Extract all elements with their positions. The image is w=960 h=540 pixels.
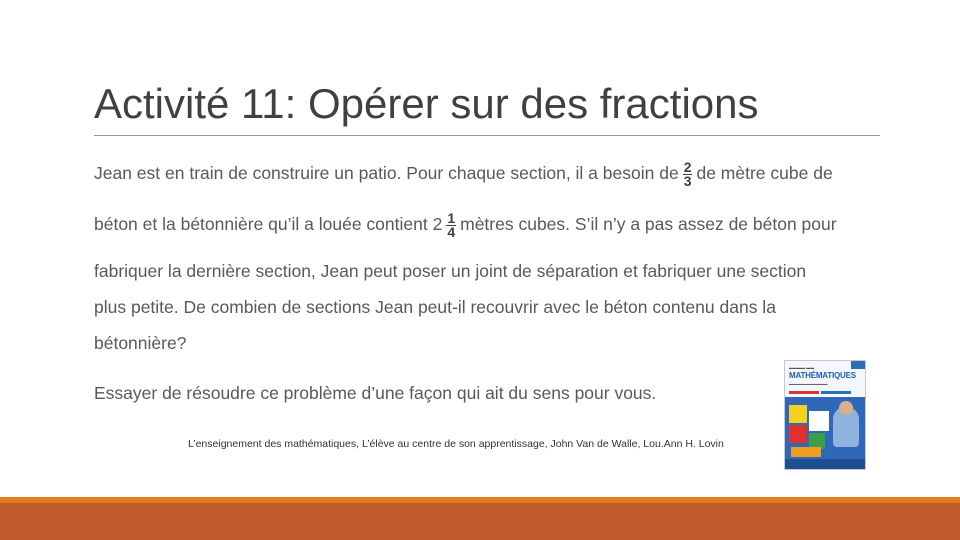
fraction-one-quarter bbox=[446, 212, 456, 239]
fraction-denominator: 4 bbox=[447, 224, 456, 240]
artwork-child-head bbox=[839, 401, 853, 415]
artwork-orange-strip bbox=[791, 447, 821, 457]
problem-line-4: plus petite. De combien de sections Jean peut-il recouvrir avec le béton contenu dans la bbox=[94, 297, 776, 317]
problem-line-1 bbox=[94, 161, 833, 188]
book-cover-corner bbox=[851, 361, 865, 369]
book-cover-blue-bar bbox=[821, 391, 851, 394]
book-cover-small-text: ▬▬▬▬ ▬▬ bbox=[789, 365, 815, 370]
problem-line-3: fabriquer la dernière section, Jean peut poser un joint de séparation et fabriquer une section bbox=[94, 261, 807, 281]
problem-line-2-before: béton et la bétonnière qu’il a louée contient 2 bbox=[94, 214, 443, 235]
fraction-denominator: 3 bbox=[683, 173, 692, 189]
problem-line-1-after: de mètre cube de bbox=[696, 163, 833, 184]
fraction-two-thirds bbox=[683, 161, 693, 188]
book-cover-image bbox=[784, 360, 866, 470]
problem-line-5: bétonnière? bbox=[94, 333, 187, 353]
problem-line-1-before: Jean est en train de construire un patio. Pour chaque section, il a besoin de bbox=[94, 163, 679, 184]
problem-line-2-after: mètres cubes. S’il n’y a pas assez de béton pour bbox=[460, 214, 837, 235]
book-cover-title: MATHÉMATIQUES bbox=[789, 371, 856, 380]
fraction-numerator: 1 bbox=[447, 210, 456, 226]
footer-band bbox=[0, 503, 960, 540]
artwork-red-square bbox=[789, 425, 807, 443]
fraction-numerator: 2 bbox=[683, 159, 692, 175]
artwork-white-square bbox=[809, 411, 829, 431]
book-cover-subtitle: ▬▬▬▬▬▬▬▬▬▬▬ bbox=[789, 382, 828, 386]
activity-prompt: Essayer de résoudre ce problème d’une façon qui ait du sens pour vous. bbox=[94, 383, 657, 403]
problem-line-2 bbox=[94, 212, 837, 239]
book-cover-red-bar bbox=[789, 391, 819, 394]
source-citation: L’enseignement des mathématiques, L’élève au centre de son apprentissage, John Van de Walle, Lou.Ann H. Lovin bbox=[188, 438, 724, 450]
artwork-yellow-square bbox=[789, 405, 807, 423]
book-cover-footer bbox=[785, 459, 865, 469]
slide-title: Activité 11: Opérer sur des fractions bbox=[94, 80, 759, 127]
title-divider bbox=[94, 135, 880, 136]
